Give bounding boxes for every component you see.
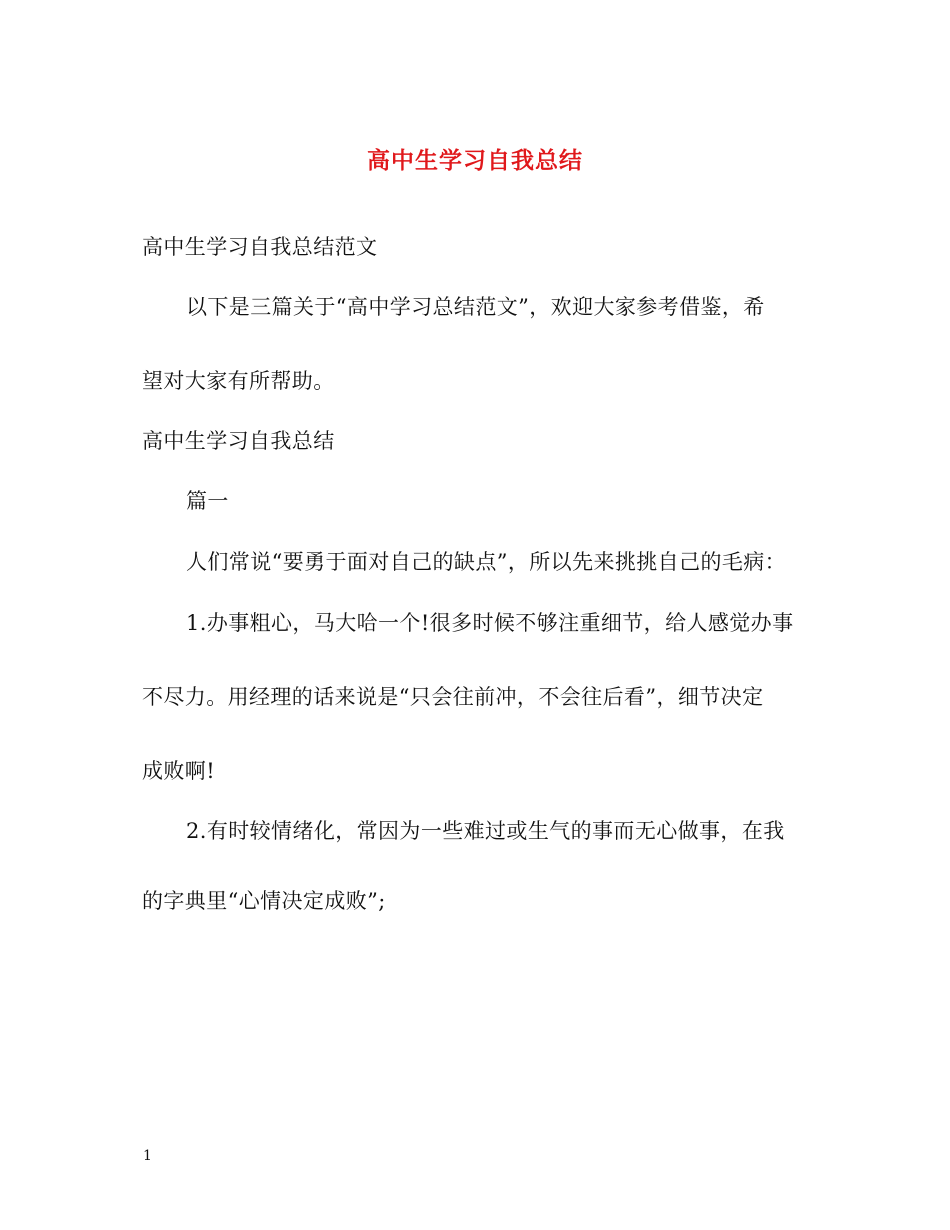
- item-1-line-3: 成败啊!: [142, 759, 216, 783]
- intro-line-2: 望对大家有所帮助。: [142, 369, 335, 393]
- part-label: 篇一: [186, 489, 229, 513]
- item-2-line-1: 2.有时较情绪化，常因为一些难过或生气的事而无心做事，在我: [186, 819, 785, 843]
- item-2-line-2: 的字典里“心情决定成败”;: [142, 889, 386, 913]
- subtitle-line: 高中生学习自我总结范文: [142, 235, 378, 259]
- document-title: 高中生学习自我总结: [367, 147, 583, 174]
- item-1-line-2: 不尽力。用经理的话来说是“只会往前冲，不会往后看”，细节决定: [142, 685, 764, 709]
- intro-line-1: 以下是三篇关于“高中学习总结范文”，欢迎大家参考借鉴，希: [186, 295, 765, 319]
- paragraph-line: 人们常说“要勇于面对自己的缺点”，所以先来挑挑自己的毛病：: [186, 550, 787, 574]
- section-heading: 高中生学习自我总结: [142, 429, 335, 453]
- item-1-line-1: 1.办事粗心，马大哈一个!很多时候不够注重细节，给人感觉办事: [186, 611, 794, 635]
- page-number: 1: [143, 1148, 152, 1164]
